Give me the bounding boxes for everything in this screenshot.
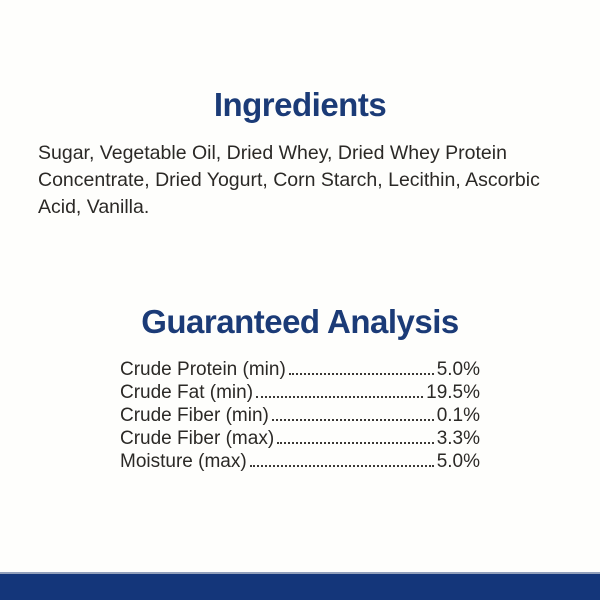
analysis-label: Crude Fiber (min)	[120, 405, 269, 426]
analysis-value: 3.3%	[436, 428, 480, 449]
ingredients-title: Ingredients	[213, 86, 387, 123]
dotted-leader	[272, 419, 434, 421]
analysis-label: Crude Protein (min)	[120, 359, 286, 380]
analysis-label: Crude Fat (min)	[120, 382, 254, 403]
dotted-leader	[289, 373, 434, 375]
analysis-label: Crude Fiber (max)	[120, 428, 275, 449]
dotted-leader	[256, 396, 423, 398]
table-row	[120, 427, 480, 450]
guaranteed-analysis-title: Guaranteed Analysis	[141, 303, 459, 340]
table-row	[120, 404, 480, 427]
analysis-label: Moisture (max)	[120, 451, 247, 472]
analysis-value: 5.0%	[436, 359, 480, 380]
analysis-value: 0.1%	[436, 405, 480, 426]
ingredients-list-text: Sugar, Vegetable Oil, Dried Whey, Dried Whey Protein Concentrate, Dried Yogurt, Corn Starch, Lecithin, Ascorbic Acid, Vanilla.	[38, 142, 540, 218]
dotted-leader	[250, 465, 434, 467]
table-row	[120, 358, 480, 381]
guaranteed-analysis-table	[120, 358, 480, 473]
analysis-value: 5.0%	[436, 451, 480, 472]
table-row	[120, 450, 480, 473]
footer-navy-bar	[0, 572, 600, 600]
dotted-leader	[277, 442, 434, 444]
table-row	[120, 381, 480, 404]
analysis-value: 19.5%	[426, 382, 480, 403]
